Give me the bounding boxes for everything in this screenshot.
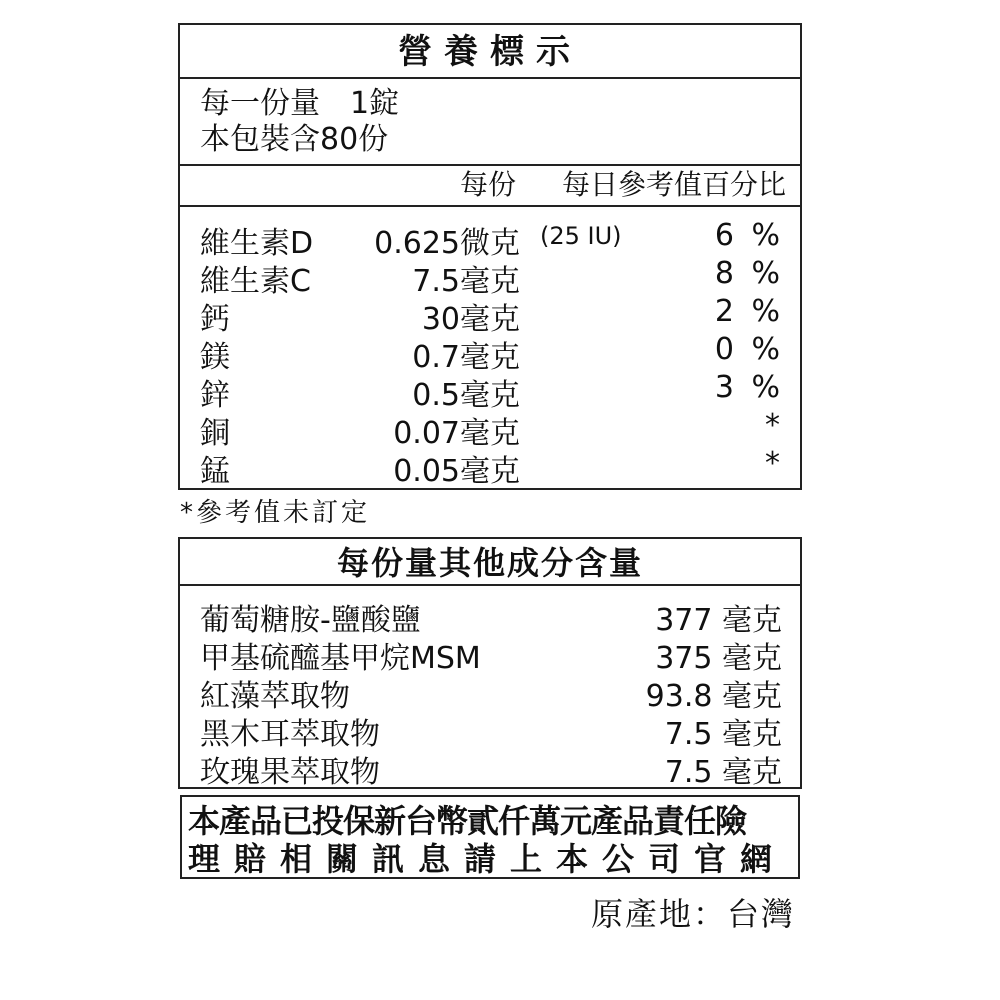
nutrient-row [180, 332, 800, 375]
other-ingredients-title: 每份量其他成分含量 [336, 544, 643, 582]
insurance-line-1: 本產品已投保新台幣貳仟萬元產品責任險 [188, 802, 747, 840]
nutrient-row [180, 408, 800, 451]
divider [180, 584, 800, 586]
nutrient-row [180, 218, 800, 261]
ingredient-amount: 377 毫克 [655, 603, 782, 638]
nutrient-daily-value: 2 % [714, 294, 784, 329]
nutrient-name: 鈣 [200, 302, 230, 337]
nutrient-daily-value: 6 % [714, 218, 784, 253]
divider [180, 164, 800, 166]
nutrient-iu: (25 IU) [540, 222, 622, 250]
serving-size: 每一份量 1錠 [200, 86, 400, 121]
ingredient-name: 玫瑰果萃取物 [200, 755, 380, 790]
ingredient-amount: 375 毫克 [655, 641, 782, 676]
nutrient-amount: 30毫克 [421, 302, 520, 337]
nutrient-daily-value: 0 % [714, 332, 784, 367]
footnote: *參考值未訂定 [180, 498, 371, 528]
column-header-daily-value: 每日參考值百分比 [561, 168, 786, 201]
column-header-per-serving: 每份 [460, 168, 517, 201]
nutrient-daily-value: 8 % [714, 256, 784, 291]
nutrient-daily-value: * [765, 408, 784, 443]
nutrient-daily-value: * [765, 446, 784, 481]
divider [180, 205, 800, 207]
nutrient-amount: 0.7毫克 [412, 340, 520, 375]
nutrient-name: 銅 [200, 416, 230, 451]
nutrient-name: 鎂 [200, 340, 230, 375]
insurance-line-2: 理賠相關訊息請上本公司官網 [188, 840, 787, 878]
nutrient-name: 維生素C [200, 264, 311, 299]
nutrition-title: 營養標示 [398, 32, 582, 72]
ingredient-amount: 7.5 毫克 [664, 755, 782, 790]
ingredient-row [180, 747, 800, 790]
insurance-notice [180, 795, 800, 879]
ingredient-amount: 7.5 毫克 [664, 717, 782, 752]
nutrient-row [180, 294, 800, 337]
nutrient-amount: 0.5毫克 [412, 378, 520, 413]
nutrient-daily-value: 3 % [714, 370, 784, 405]
nutrient-row [180, 370, 800, 413]
country-of-origin: 原產地：台灣 [590, 895, 795, 933]
nutrient-amount: 0.625微克 [374, 226, 520, 261]
ingredient-name: 葡萄糖胺-鹽酸鹽 [200, 603, 421, 638]
nutrient-amount: 0.05毫克 [393, 454, 520, 489]
nutrition-facts-table [178, 23, 802, 490]
other-ingredients-table [178, 537, 802, 789]
divider [180, 77, 800, 79]
ingredient-name: 甲基硫醯基甲烷MSM [200, 641, 481, 676]
ingredient-row [180, 671, 800, 714]
ingredient-row [180, 633, 800, 676]
ingredient-row [180, 709, 800, 752]
nutrient-row [180, 446, 800, 489]
nutrient-name: 錳 [200, 454, 230, 489]
ingredient-amount: 93.8 毫克 [645, 679, 782, 714]
ingredient-name: 黑木耳萃取物 [200, 717, 380, 752]
ingredient-name: 紅藻萃取物 [200, 679, 350, 714]
nutrient-name: 鋅 [200, 378, 230, 413]
servings-per-package: 本包裝含80份 [200, 122, 389, 157]
nutrient-amount: 0.07毫克 [393, 416, 520, 451]
nutrient-row [180, 256, 800, 299]
nutrient-amount: 7.5毫克 [412, 264, 520, 299]
ingredient-row [180, 595, 800, 638]
nutrient-name: 維生素D [200, 226, 314, 261]
